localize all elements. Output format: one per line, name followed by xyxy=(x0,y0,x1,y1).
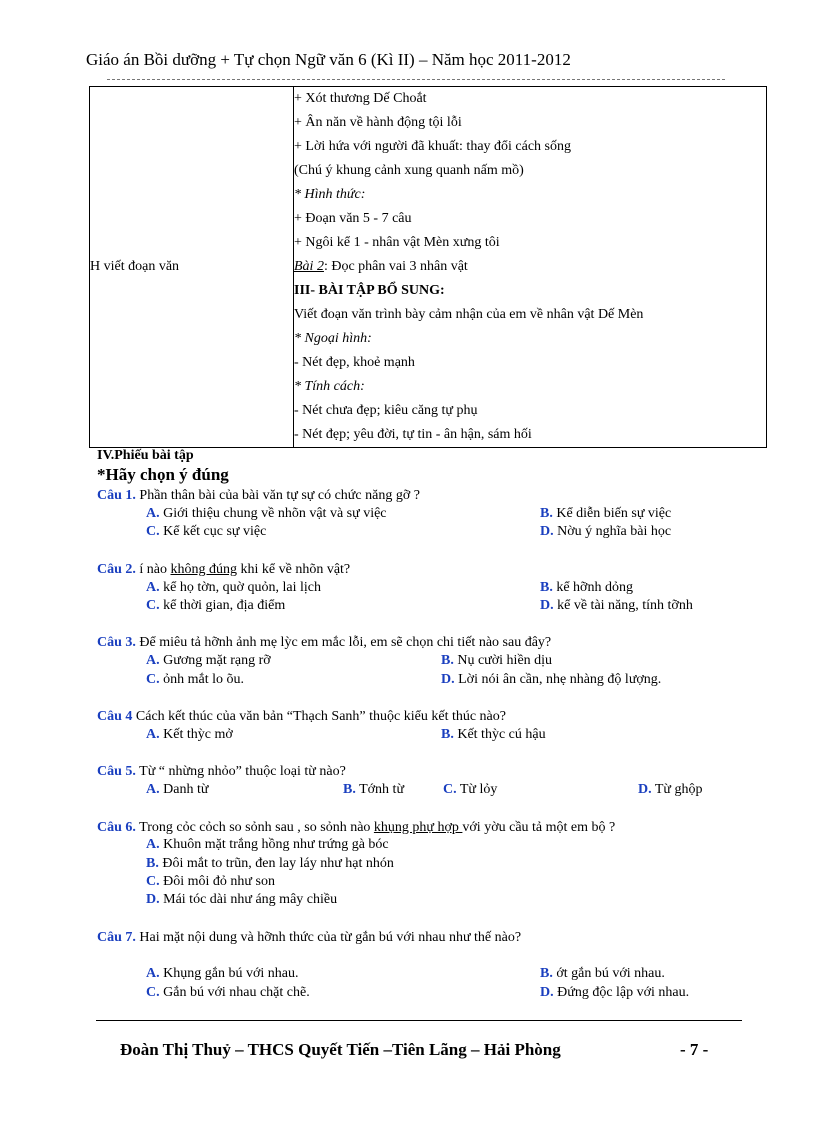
option-b xyxy=(540,506,671,522)
content-line: + Ngôi kể 1 - nhân vật Mèn xưng tôi xyxy=(294,235,500,250)
section-heading: III- BÀI TẬP BỔ SUNG: xyxy=(294,283,445,298)
option-c xyxy=(146,524,266,540)
option-letter: A. xyxy=(146,966,160,981)
option-text: Nụ cười hiền dịu xyxy=(457,653,553,668)
page-header-title: Giáo án Bồi dưỡng + Tự chọn Ngữ văn 6 (Kì II) – Năm học 2011-2012 xyxy=(86,50,571,69)
option-text: Tớnh từ xyxy=(359,782,405,797)
question-text: Phần thân bài của bài văn tự sự có chức năng gỡ ? xyxy=(139,488,420,503)
question-text: Để miêu tả hỡnh ảnh mẹ lỳc em mắc lỗi, em sẽ chọn chi tiết nào sau đây? xyxy=(139,635,552,650)
question-text: í nào xyxy=(139,562,171,577)
option-b xyxy=(441,727,546,743)
option-letter: C. xyxy=(146,672,160,687)
question-text: Từ “ nhừng nhỏo” thuộc loại từ nào? xyxy=(139,764,346,779)
option-text: Đôi môi đỏ như son xyxy=(163,874,275,889)
option-a xyxy=(146,653,271,669)
option-letter: A. xyxy=(146,782,160,797)
option-letter: D. xyxy=(540,985,554,1000)
table-row xyxy=(90,87,767,448)
option-c xyxy=(146,874,275,890)
question-4 xyxy=(97,709,506,725)
section-subtitle: *Hãy chọn ý đúng xyxy=(97,465,229,484)
option-a xyxy=(146,782,208,798)
option-c xyxy=(146,985,310,1001)
option-text: Từ ghộp xyxy=(654,782,703,797)
question-number: Câu 4 xyxy=(97,709,133,724)
option-letter: D. xyxy=(146,892,160,907)
option-letter: D. xyxy=(441,672,455,687)
option-d xyxy=(441,672,661,688)
option-text: kể thời gian, địa điểm xyxy=(163,598,286,613)
question-number: Câu 1. xyxy=(97,488,136,503)
question-number: Câu 3. xyxy=(97,635,136,650)
option-letter: C. xyxy=(146,874,160,889)
option-text: Kết thỳc mở xyxy=(163,727,233,742)
content-line-heading: * Hình thức: xyxy=(294,187,366,202)
content-line: - Nét chưa đẹp; kiêu căng tự phụ xyxy=(294,403,478,418)
question-6 xyxy=(97,820,615,836)
question-1 xyxy=(97,488,420,504)
option-text: kể hỡnh dỏng xyxy=(556,580,633,595)
option-text: Gương mặt rạng rỡ xyxy=(163,653,271,668)
option-letter: B. xyxy=(540,966,553,981)
content-cell xyxy=(294,87,767,448)
content-line-heading: * Ngoại hình: xyxy=(294,331,372,346)
option-text: kể họ tờn, quờ quỏn, lai lịch xyxy=(163,580,322,595)
option-text: Đứng độc lập với nhau. xyxy=(557,985,690,1000)
option-text: Từ lỏy xyxy=(459,782,498,797)
option-c xyxy=(146,672,244,688)
option-letter: B. xyxy=(540,580,553,595)
option-letter: C. xyxy=(443,782,457,797)
option-text: Mái tóc dài như áng mây chiều xyxy=(163,892,338,907)
page-number: - 7 - xyxy=(680,1040,709,1059)
option-text: Lời nói ân cần, nhẹ nhàng độ lượng. xyxy=(458,672,662,687)
option-a xyxy=(146,580,321,596)
option-text: Kể diễn biến sự việc xyxy=(556,506,672,521)
question-text: với yờu cầu tả một em bộ ? xyxy=(462,820,616,835)
option-text: Kết thỳc cú hậu xyxy=(457,727,546,742)
option-d xyxy=(540,598,693,614)
header-divider xyxy=(107,79,725,80)
option-text: Đôi mắt to trũn, đen lay láy như hạt nhón xyxy=(162,856,394,871)
content-line: - Nét đẹp, khoẻ mạnh xyxy=(294,355,415,370)
question-number: Câu 2. xyxy=(97,562,136,577)
option-d xyxy=(146,892,337,908)
content-line: + Đoạn văn 5 - 7 câu xyxy=(294,211,412,226)
content-line: (Chú ý khung cảnh xung quanh nấm mồ) xyxy=(294,163,524,178)
option-letter: C. xyxy=(146,598,160,613)
option-letter: B. xyxy=(441,727,454,742)
content-line-exercise xyxy=(294,255,766,279)
question-text: khi kể về nhõn vật? xyxy=(237,562,351,577)
option-text: kể về tài năng, tính tỡnh xyxy=(557,598,693,613)
option-text: Nờu ý nghĩa bài học xyxy=(557,524,672,539)
question-text: Hai mặt nội dung và hỡnh thức của từ gắn bú với nhau như thế nào? xyxy=(139,930,522,945)
question-2 xyxy=(97,562,350,578)
option-b xyxy=(441,653,552,669)
option-d xyxy=(540,985,689,1001)
option-a xyxy=(146,837,389,853)
option-letter: D. xyxy=(638,782,652,797)
option-text: Danh từ xyxy=(163,782,209,797)
question-number: Câu 7. xyxy=(97,930,136,945)
option-text: Khụng gắn bú với nhau. xyxy=(163,966,299,981)
footer-divider xyxy=(96,1020,742,1021)
question-emphasis: không đúng xyxy=(170,562,238,577)
option-d xyxy=(638,782,703,798)
option-letter: B. xyxy=(343,782,356,797)
option-letter: A. xyxy=(146,580,160,595)
option-letter: D. xyxy=(540,598,554,613)
option-b xyxy=(540,580,633,596)
activity-cell: H viết đoạn văn xyxy=(90,87,294,448)
option-letter: A. xyxy=(146,653,160,668)
content-line: - Nét đẹp; yêu đời, tự tin - ân hận, sám hối xyxy=(294,427,532,442)
option-text: Khuôn mặt trắng hồng như trứng gà bóc xyxy=(163,837,389,852)
content-line: + Lời hứa với người đã khuất: thay đổi cách sống xyxy=(294,139,572,154)
option-letter: A. xyxy=(146,727,160,742)
option-a xyxy=(146,727,233,743)
option-letter: C. xyxy=(146,985,160,1000)
option-c xyxy=(146,598,285,614)
option-letter: D. xyxy=(540,524,554,539)
section-title: IV.Phiếu bài tập xyxy=(97,448,194,463)
option-text: ỏnh mắt lo õu. xyxy=(163,672,245,687)
option-letter: C. xyxy=(146,524,160,539)
question-number: Câu 5. xyxy=(97,764,136,779)
option-text: Gắn bú với nhau chặt chẽ. xyxy=(163,985,310,1000)
exercise-label: Bài 2 xyxy=(294,259,324,274)
option-letter: B. xyxy=(146,856,159,871)
lesson-table xyxy=(89,86,767,448)
option-b xyxy=(540,966,665,982)
exercise-text: : Đọc phân vai 3 nhân vật xyxy=(323,259,468,274)
content-line: + Ân năn về hành động tội lỗi xyxy=(294,115,462,130)
option-letter: A. xyxy=(146,506,160,521)
option-c xyxy=(443,782,497,798)
option-text: Giới thiệu chung về nhõn vật và sự việc xyxy=(163,506,387,521)
option-text: ớt gắn bú với nhau. xyxy=(556,966,665,981)
option-letter: B. xyxy=(540,506,553,521)
question-text: Trong cỏc cỏch so sỏnh sau , so sỏnh nào xyxy=(139,820,374,835)
option-letter: B. xyxy=(441,653,454,668)
question-3 xyxy=(97,635,551,651)
question-number: Câu 6. xyxy=(97,820,136,835)
option-b xyxy=(343,782,404,798)
option-b xyxy=(146,856,394,872)
question-7 xyxy=(97,930,521,946)
option-a xyxy=(146,506,387,522)
option-text: Kể kết cục sự việc xyxy=(163,524,267,539)
question-emphasis: khụng phự hợp xyxy=(373,820,463,835)
content-line: Viết đoạn văn trình bày cảm nhận của em về nhân vật Dế Mèn xyxy=(294,307,644,322)
question-5 xyxy=(97,764,346,780)
content-line: + Xót thương Dế Choắt xyxy=(294,91,427,106)
option-letter: A. xyxy=(146,837,160,852)
question-text: Cách kết thúc của văn bản “Thạch Sanh” thuộc kiểu kết thúc nào? xyxy=(135,709,506,724)
footer-author: Đoàn Thị Thuỷ – THCS Quyết Tiến –Tiên Lãng – Hải Phòng xyxy=(120,1040,561,1059)
content-line-heading: * Tính cách: xyxy=(294,379,365,394)
option-a xyxy=(146,966,298,982)
option-d xyxy=(540,524,671,540)
